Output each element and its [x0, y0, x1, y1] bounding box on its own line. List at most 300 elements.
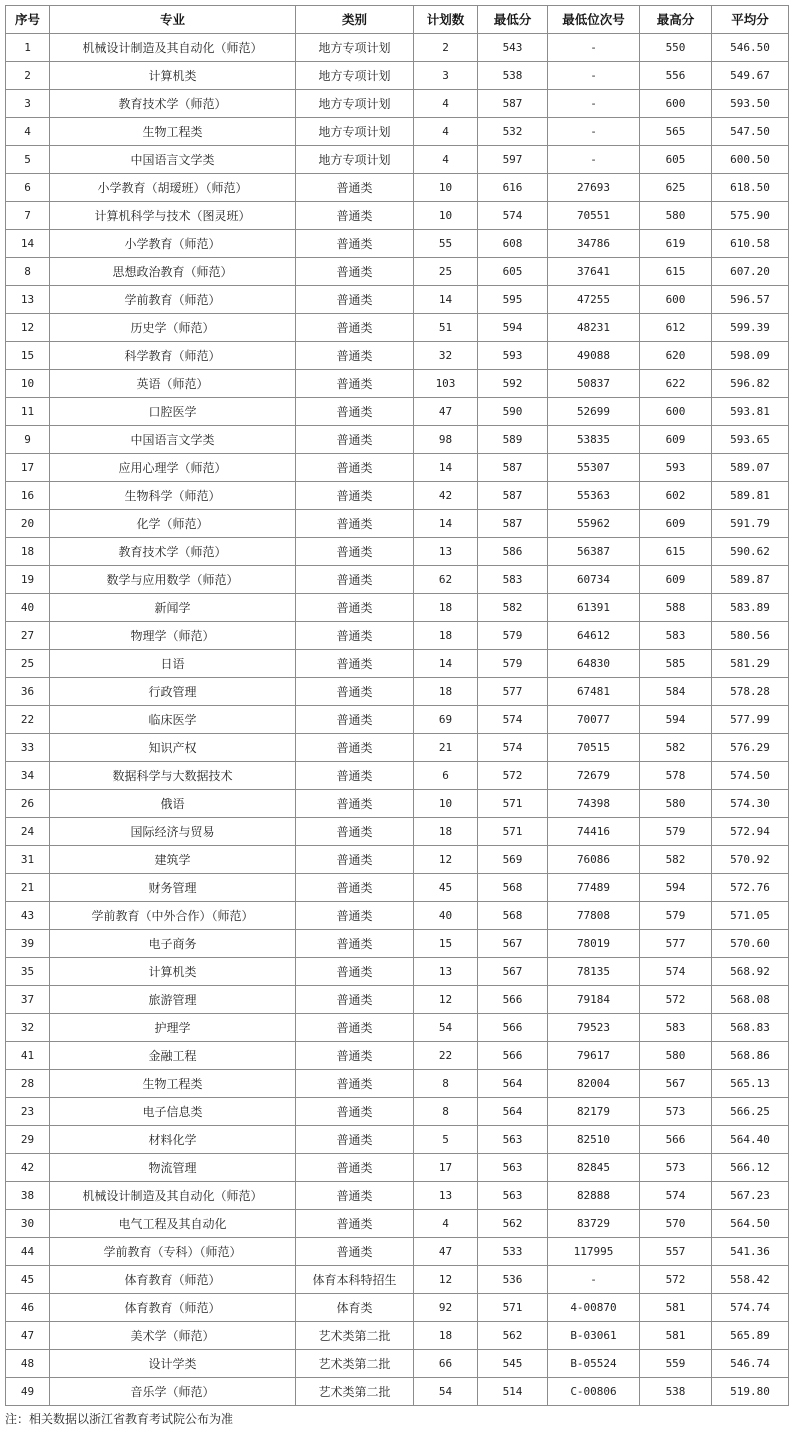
cell-category: 普通类 [296, 594, 414, 622]
cell-max-score: 605 [640, 146, 712, 174]
cell-max-score: 615 [640, 538, 712, 566]
cell-major: 临床医学 [50, 706, 296, 734]
cell-max-score: 566 [640, 1126, 712, 1154]
cell-min-rank: 78019 [548, 930, 640, 958]
cell-seq: 40 [6, 594, 50, 622]
cell-avg-score: 565.13 [712, 1070, 789, 1098]
cell-avg-score: 577.99 [712, 706, 789, 734]
cell-seq: 25 [6, 650, 50, 678]
cell-min-score: 538 [478, 62, 548, 90]
cell-min-score: 569 [478, 846, 548, 874]
admission-scores-table [5, 5, 789, 1406]
cell-category: 地方专项计划 [296, 34, 414, 62]
cell-major: 体育教育（师范） [50, 1266, 296, 1294]
cell-avg-score: 590.62 [712, 538, 789, 566]
cell-max-score: 578 [640, 762, 712, 790]
cell-plan-count: 8 [414, 1070, 478, 1098]
cell-max-score: 585 [640, 650, 712, 678]
cell-min-rank: 64830 [548, 650, 640, 678]
cell-plan-count: 21 [414, 734, 478, 762]
cell-plan-count: 14 [414, 454, 478, 482]
cell-plan-count: 6 [414, 762, 478, 790]
cell-avg-score: 566.25 [712, 1098, 789, 1126]
cell-category: 艺术类第二批 [296, 1378, 414, 1406]
cell-seq: 47 [6, 1322, 50, 1350]
cell-avg-score: 568.86 [712, 1042, 789, 1070]
table-row [6, 762, 789, 790]
cell-category: 体育本科特招生 [296, 1266, 414, 1294]
cell-min-rank: C-00806 [548, 1378, 640, 1406]
column-header-seq: 序号 [6, 6, 50, 34]
cell-seq: 32 [6, 1014, 50, 1042]
cell-major: 俄语 [50, 790, 296, 818]
cell-plan-count: 14 [414, 650, 478, 678]
cell-min-score: 571 [478, 818, 548, 846]
cell-plan-count: 8 [414, 1098, 478, 1126]
cell-category: 普通类 [296, 286, 414, 314]
cell-avg-score: 572.94 [712, 818, 789, 846]
cell-major: 中国语言文学类 [50, 146, 296, 174]
cell-min-rank: 37641 [548, 258, 640, 286]
cell-plan-count: 13 [414, 538, 478, 566]
cell-major: 计算机科学与技术（图灵班） [50, 202, 296, 230]
cell-min-score: 567 [478, 930, 548, 958]
cell-plan-count: 4 [414, 146, 478, 174]
cell-avg-score: 589.87 [712, 566, 789, 594]
cell-seq: 13 [6, 286, 50, 314]
cell-seq: 23 [6, 1098, 50, 1126]
table-row [6, 342, 789, 370]
table-row [6, 790, 789, 818]
table-row [6, 398, 789, 426]
table-row [6, 1266, 789, 1294]
cell-min-rank: 77489 [548, 874, 640, 902]
cell-plan-count: 4 [414, 118, 478, 146]
cell-major: 电气工程及其自动化 [50, 1210, 296, 1238]
cell-min-score: 564 [478, 1070, 548, 1098]
table-row [6, 454, 789, 482]
cell-min-score: 532 [478, 118, 548, 146]
cell-category: 普通类 [296, 454, 414, 482]
cell-category: 普通类 [296, 1098, 414, 1126]
cell-major: 小学教育（师范） [50, 230, 296, 258]
cell-max-score: 609 [640, 510, 712, 538]
cell-seq: 37 [6, 986, 50, 1014]
cell-min-score: 589 [478, 426, 548, 454]
cell-seq: 36 [6, 678, 50, 706]
table-row [6, 538, 789, 566]
cell-min-score: 605 [478, 258, 548, 286]
cell-max-score: 572 [640, 986, 712, 1014]
cell-min-rank: 79523 [548, 1014, 640, 1042]
cell-category: 地方专项计划 [296, 146, 414, 174]
cell-max-score: 620 [640, 342, 712, 370]
cell-major: 计算机类 [50, 62, 296, 90]
cell-category: 普通类 [296, 622, 414, 650]
cell-major: 旅游管理 [50, 986, 296, 1014]
cell-max-score: 594 [640, 706, 712, 734]
cell-category: 普通类 [296, 510, 414, 538]
cell-min-rank: 56387 [548, 538, 640, 566]
cell-min-rank: 55363 [548, 482, 640, 510]
cell-max-score: 581 [640, 1322, 712, 1350]
cell-avg-score: 593.65 [712, 426, 789, 454]
cell-min-score: 574 [478, 734, 548, 762]
table-row [6, 1322, 789, 1350]
cell-plan-count: 47 [414, 398, 478, 426]
table-row [6, 566, 789, 594]
cell-min-score: 582 [478, 594, 548, 622]
cell-min-rank: - [548, 1266, 640, 1294]
cell-category: 普通类 [296, 1182, 414, 1210]
cell-seq: 2 [6, 62, 50, 90]
table-row [6, 1098, 789, 1126]
column-header-max-score: 最高分 [640, 6, 712, 34]
cell-min-rank: 27693 [548, 174, 640, 202]
table-row [6, 202, 789, 230]
cell-plan-count: 17 [414, 1154, 478, 1182]
cell-major: 国际经济与贸易 [50, 818, 296, 846]
table-row [6, 1182, 789, 1210]
cell-max-score: 602 [640, 482, 712, 510]
cell-seq: 48 [6, 1350, 50, 1378]
table-row [6, 986, 789, 1014]
table-row [6, 286, 789, 314]
cell-major: 物理学（师范） [50, 622, 296, 650]
cell-min-score: 563 [478, 1154, 548, 1182]
cell-min-score: 597 [478, 146, 548, 174]
cell-avg-score: 541.36 [712, 1238, 789, 1266]
cell-major: 电子信息类 [50, 1098, 296, 1126]
cell-min-rank: 64612 [548, 622, 640, 650]
cell-min-score: 577 [478, 678, 548, 706]
cell-major: 学前教育（师范） [50, 286, 296, 314]
cell-min-rank: 79617 [548, 1042, 640, 1070]
cell-seq: 21 [6, 874, 50, 902]
cell-major: 护理学 [50, 1014, 296, 1042]
cell-min-rank: 83729 [548, 1210, 640, 1238]
cell-seq: 17 [6, 454, 50, 482]
cell-plan-count: 25 [414, 258, 478, 286]
table-row [6, 734, 789, 762]
cell-min-score: 572 [478, 762, 548, 790]
cell-avg-score: 566.12 [712, 1154, 789, 1182]
cell-max-score: 593 [640, 454, 712, 482]
cell-min-rank: 55962 [548, 510, 640, 538]
cell-category: 普通类 [296, 174, 414, 202]
cell-max-score: 600 [640, 286, 712, 314]
cell-plan-count: 98 [414, 426, 478, 454]
cell-min-rank: 82510 [548, 1126, 640, 1154]
cell-major: 小学教育（胡瑷班）（师范） [50, 174, 296, 202]
cell-seq: 39 [6, 930, 50, 958]
cell-plan-count: 69 [414, 706, 478, 734]
cell-plan-count: 103 [414, 370, 478, 398]
cell-category: 地方专项计划 [296, 62, 414, 90]
cell-avg-score: 596.82 [712, 370, 789, 398]
cell-category: 普通类 [296, 762, 414, 790]
cell-min-rank: 47255 [548, 286, 640, 314]
table-header-row [6, 6, 789, 34]
cell-max-score: 550 [640, 34, 712, 62]
cell-min-score: 566 [478, 1042, 548, 1070]
cell-avg-score: 570.60 [712, 930, 789, 958]
cell-min-rank: 53835 [548, 426, 640, 454]
cell-min-score: 563 [478, 1126, 548, 1154]
cell-major: 思想政治教育（师范） [50, 258, 296, 286]
cell-seq: 14 [6, 230, 50, 258]
table-row [6, 90, 789, 118]
cell-plan-count: 3 [414, 62, 478, 90]
cell-min-rank: 70077 [548, 706, 640, 734]
cell-category: 普通类 [296, 1210, 414, 1238]
cell-plan-count: 14 [414, 510, 478, 538]
cell-avg-score: 574.30 [712, 790, 789, 818]
table-row [6, 1042, 789, 1070]
cell-avg-score: 575.90 [712, 202, 789, 230]
cell-plan-count: 12 [414, 1266, 478, 1294]
table-row [6, 258, 789, 286]
cell-major: 电子商务 [50, 930, 296, 958]
cell-max-score: 577 [640, 930, 712, 958]
cell-category: 艺术类第二批 [296, 1322, 414, 1350]
cell-plan-count: 42 [414, 482, 478, 510]
table-row [6, 706, 789, 734]
cell-seq: 10 [6, 370, 50, 398]
cell-min-score: 571 [478, 790, 548, 818]
cell-seq: 20 [6, 510, 50, 538]
cell-major: 教育技术学（师范） [50, 538, 296, 566]
cell-max-score: 582 [640, 734, 712, 762]
cell-seq: 44 [6, 1238, 50, 1266]
cell-plan-count: 66 [414, 1350, 478, 1378]
cell-seq: 8 [6, 258, 50, 286]
cell-min-rank: B-05524 [548, 1350, 640, 1378]
cell-max-score: 579 [640, 818, 712, 846]
table-row [6, 370, 789, 398]
cell-max-score: 570 [640, 1210, 712, 1238]
cell-min-score: 587 [478, 90, 548, 118]
cell-min-rank: 70551 [548, 202, 640, 230]
table-row [6, 146, 789, 174]
table-row [6, 1350, 789, 1378]
cell-max-score: 581 [640, 1294, 712, 1322]
table-row [6, 1210, 789, 1238]
table-row [6, 34, 789, 62]
cell-category: 普通类 [296, 1126, 414, 1154]
cell-max-score: 609 [640, 426, 712, 454]
column-header-category: 类别 [296, 6, 414, 34]
cell-seq: 43 [6, 902, 50, 930]
cell-max-score: 583 [640, 622, 712, 650]
cell-category: 普通类 [296, 1014, 414, 1042]
cell-plan-count: 18 [414, 622, 478, 650]
cell-plan-count: 4 [414, 1210, 478, 1238]
cell-category: 普通类 [296, 342, 414, 370]
cell-avg-score: 519.80 [712, 1378, 789, 1406]
cell-min-score: 587 [478, 510, 548, 538]
cell-max-score: 582 [640, 846, 712, 874]
cell-category: 普通类 [296, 202, 414, 230]
cell-plan-count: 4 [414, 90, 478, 118]
cell-category: 普通类 [296, 874, 414, 902]
cell-min-rank: B-03061 [548, 1322, 640, 1350]
cell-category: 地方专项计划 [296, 118, 414, 146]
cell-avg-score: 568.83 [712, 1014, 789, 1042]
cell-max-score: 615 [640, 258, 712, 286]
cell-min-score: 590 [478, 398, 548, 426]
cell-seq: 15 [6, 342, 50, 370]
cell-min-score: 583 [478, 566, 548, 594]
cell-major: 建筑学 [50, 846, 296, 874]
cell-seq: 7 [6, 202, 50, 230]
cell-category: 普通类 [296, 482, 414, 510]
cell-category: 普通类 [296, 930, 414, 958]
cell-avg-score: 599.39 [712, 314, 789, 342]
cell-seq: 9 [6, 426, 50, 454]
cell-plan-count: 55 [414, 230, 478, 258]
cell-min-score: 587 [478, 482, 548, 510]
cell-min-rank: - [548, 90, 640, 118]
cell-max-score: 565 [640, 118, 712, 146]
cell-seq: 1 [6, 34, 50, 62]
cell-plan-count: 47 [414, 1238, 478, 1266]
cell-category: 普通类 [296, 1042, 414, 1070]
cell-min-rank: 50837 [548, 370, 640, 398]
cell-seq: 24 [6, 818, 50, 846]
cell-avg-score: 546.50 [712, 34, 789, 62]
cell-major: 中国语言文学类 [50, 426, 296, 454]
table-row [6, 1126, 789, 1154]
cell-min-rank: 82004 [548, 1070, 640, 1098]
cell-category: 普通类 [296, 734, 414, 762]
cell-plan-count: 18 [414, 818, 478, 846]
cell-avg-score: 589.81 [712, 482, 789, 510]
table-row [6, 874, 789, 902]
cell-plan-count: 13 [414, 1182, 478, 1210]
cell-seq: 42 [6, 1154, 50, 1182]
cell-category: 普通类 [296, 706, 414, 734]
cell-min-rank: 61391 [548, 594, 640, 622]
column-header-min-rank: 最低位次号 [548, 6, 640, 34]
cell-min-score: 587 [478, 454, 548, 482]
cell-min-rank: 76086 [548, 846, 640, 874]
cell-max-score: 580 [640, 790, 712, 818]
cell-min-rank: 117995 [548, 1238, 640, 1266]
cell-plan-count: 40 [414, 902, 478, 930]
table-body [6, 34, 789, 1406]
cell-plan-count: 62 [414, 566, 478, 594]
cell-major: 化学（师范） [50, 510, 296, 538]
table-row [6, 930, 789, 958]
cell-major: 生物科学（师范） [50, 482, 296, 510]
cell-avg-score: 549.67 [712, 62, 789, 90]
table-row [6, 818, 789, 846]
cell-min-rank: 74416 [548, 818, 640, 846]
cell-avg-score: 574.74 [712, 1294, 789, 1322]
cell-max-score: 556 [640, 62, 712, 90]
cell-avg-score: 568.92 [712, 958, 789, 986]
cell-major: 财务管理 [50, 874, 296, 902]
cell-major: 计算机类 [50, 958, 296, 986]
cell-category: 普通类 [296, 790, 414, 818]
cell-major: 生物工程类 [50, 118, 296, 146]
cell-major: 学前教育（中外合作）（师范） [50, 902, 296, 930]
cell-seq: 27 [6, 622, 50, 650]
cell-seq: 19 [6, 566, 50, 594]
table-row [6, 958, 789, 986]
cell-max-score: 572 [640, 1266, 712, 1294]
table-row [6, 678, 789, 706]
cell-max-score: 588 [640, 594, 712, 622]
cell-max-score: 619 [640, 230, 712, 258]
cell-avg-score: 571.05 [712, 902, 789, 930]
cell-min-score: 566 [478, 1014, 548, 1042]
cell-category: 体育类 [296, 1294, 414, 1322]
cell-min-rank: - [548, 146, 640, 174]
cell-min-score: 579 [478, 622, 548, 650]
cell-avg-score: 570.92 [712, 846, 789, 874]
footnote: 注：相关数据以浙江省教育考试院公布为准 [5, 1412, 234, 1426]
table-row [6, 426, 789, 454]
cell-category: 普通类 [296, 1154, 414, 1182]
cell-min-score: 574 [478, 706, 548, 734]
cell-max-score: 557 [640, 1238, 712, 1266]
cell-plan-count: 92 [414, 1294, 478, 1322]
cell-major: 美术学（师范） [50, 1322, 296, 1350]
cell-min-rank: 82888 [548, 1182, 640, 1210]
cell-min-score: 514 [478, 1378, 548, 1406]
cell-seq: 11 [6, 398, 50, 426]
cell-major: 物流管理 [50, 1154, 296, 1182]
cell-major: 英语（师范） [50, 370, 296, 398]
cell-seq: 38 [6, 1182, 50, 1210]
cell-category: 地方专项计划 [296, 90, 414, 118]
column-header-min-score: 最低分 [478, 6, 548, 34]
cell-major: 历史学（师范） [50, 314, 296, 342]
cell-avg-score: 564.40 [712, 1126, 789, 1154]
cell-max-score: 574 [640, 1182, 712, 1210]
cell-min-rank: 67481 [548, 678, 640, 706]
cell-min-rank: 55307 [548, 454, 640, 482]
table-row [6, 594, 789, 622]
cell-category: 普通类 [296, 986, 414, 1014]
cell-plan-count: 10 [414, 790, 478, 818]
cell-max-score: 600 [640, 90, 712, 118]
table-row [6, 1070, 789, 1098]
cell-seq: 22 [6, 706, 50, 734]
cell-plan-count: 15 [414, 930, 478, 958]
cell-seq: 45 [6, 1266, 50, 1294]
cell-avg-score: 565.89 [712, 1322, 789, 1350]
cell-avg-score: 572.76 [712, 874, 789, 902]
cell-min-score: 593 [478, 342, 548, 370]
cell-avg-score: 589.07 [712, 454, 789, 482]
cell-max-score: 609 [640, 566, 712, 594]
cell-major: 机械设计制造及其自动化（师范） [50, 34, 296, 62]
cell-seq: 31 [6, 846, 50, 874]
cell-min-score: 562 [478, 1210, 548, 1238]
cell-min-rank: 4-00870 [548, 1294, 640, 1322]
cell-min-rank: 48231 [548, 314, 640, 342]
table-row [6, 1378, 789, 1406]
cell-max-score: 580 [640, 1042, 712, 1070]
cell-max-score: 573 [640, 1098, 712, 1126]
cell-avg-score: 607.20 [712, 258, 789, 286]
cell-seq: 4 [6, 118, 50, 146]
cell-category: 普通类 [296, 538, 414, 566]
table-row [6, 482, 789, 510]
